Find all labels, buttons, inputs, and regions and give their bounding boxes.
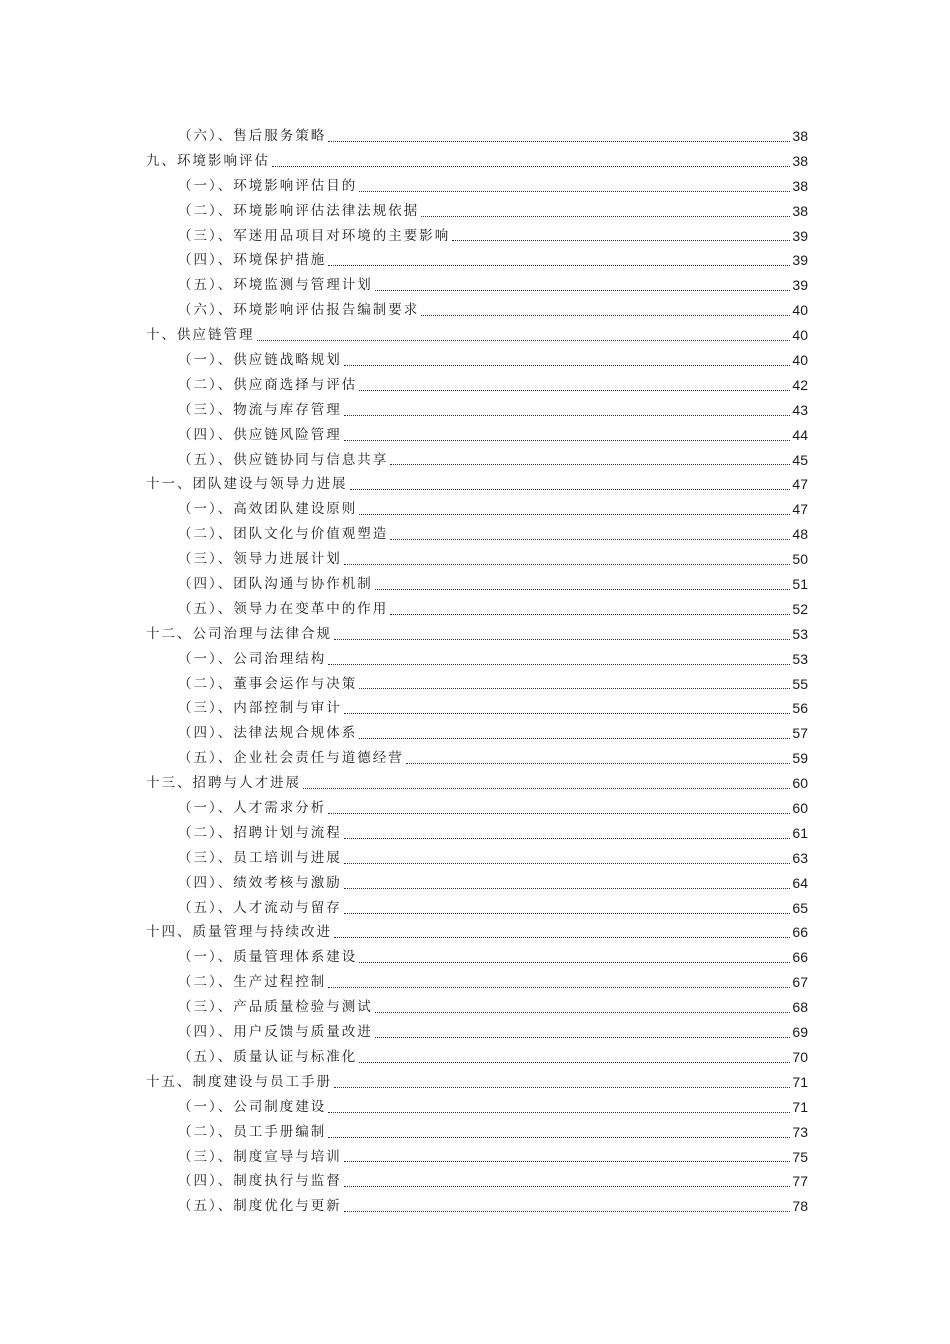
toc-dot-leader [328,813,790,814]
toc-chapter-entry[interactable] [146,323,808,348]
toc-page-number: 66 [792,924,808,941]
toc-section-entry[interactable] [146,1194,808,1219]
toc-section-entry[interactable] [146,423,808,448]
toc-section-entry[interactable] [146,298,808,323]
toc-page-number: 39 [792,252,808,269]
toc-dot-leader [390,614,790,615]
toc-dot-leader [375,1012,791,1013]
toc-entry-title: （四）、环境保护措施 [178,252,327,269]
toc-page-number: 38 [792,127,808,144]
toc-dot-leader [334,937,790,938]
toc-dot-leader [334,1087,790,1088]
toc-page-number: 67 [792,974,808,991]
toc-section-entry[interactable] [146,796,808,821]
toc-entry-title: （一）、公司制度建设 [178,1098,327,1115]
toc-dot-leader [328,1112,790,1113]
toc-section-entry[interactable] [146,821,808,846]
toc-chapter-entry[interactable] [146,472,808,497]
toc-section-entry[interactable] [146,696,808,721]
toc-entry-title: （二）、招聘计划与流程 [178,824,342,841]
toc-section-entry[interactable] [146,572,808,597]
toc-dot-leader [344,888,791,889]
toc-page-number: 56 [792,700,808,717]
toc-dot-leader [328,1137,790,1138]
toc-section-entry[interactable] [146,647,808,672]
toc-entry-title: 十二、公司治理与法律合规 [146,625,332,642]
toc-section-entry[interactable] [146,995,808,1020]
toc-entry-title: 九、环境影响评估 [146,152,270,169]
toc-page-number: 71 [792,1098,808,1115]
table-of-contents [146,124,808,1219]
toc-dot-leader [421,315,790,316]
toc-page-number: 52 [792,600,808,617]
toc-chapter-entry[interactable] [146,771,808,796]
toc-entry-title: （五）、供应链协同与信息共享 [178,451,389,468]
toc-dot-leader [390,464,790,465]
toc-entry-title: （五）、人才流动与留存 [178,899,342,916]
toc-dot-leader [257,340,791,341]
toc-section-entry[interactable] [146,497,808,522]
toc-section-entry[interactable] [146,597,808,622]
toc-page-number: 64 [792,874,808,891]
toc-entry-title: （一）、公司治理结构 [178,650,327,667]
toc-page-number: 44 [792,426,808,443]
toc-page-number: 77 [792,1173,808,1190]
toc-entry-title: （六）、环境影响评估报告编制要求 [178,302,420,319]
toc-section-entry[interactable] [146,896,808,921]
toc-dot-leader [350,489,791,490]
toc-entry-title: （二）、供应商选择与评估 [178,376,358,393]
toc-page-number: 43 [792,401,808,418]
toc-entry-title: （二）、员工手册编制 [178,1123,327,1140]
toc-dot-leader [344,1161,791,1162]
toc-entry-title: （四）、绩效考核与激励 [178,874,342,891]
toc-entry-title: （一）、质量管理体系建设 [178,949,358,966]
toc-entry-title: （四）、团队沟通与协作机制 [178,576,373,593]
toc-entry-title: （四）、法律法规合规体系 [178,725,358,742]
toc-section-entry[interactable] [146,199,808,224]
toc-page-number: 40 [792,352,808,368]
toc-section-entry[interactable] [146,547,808,572]
toc-dot-leader [344,564,791,565]
toc-dot-leader [359,191,790,192]
toc-dot-leader [421,216,790,217]
toc-section-entry[interactable] [146,970,808,995]
toc-section-entry[interactable] [146,1095,808,1120]
toc-page-number: 61 [792,824,808,841]
toc-section-entry[interactable] [146,224,808,249]
toc-page-number: 60 [792,775,808,792]
toc-entry-title: （三）、制度宣导与培训 [178,1148,342,1165]
toc-dot-leader [344,365,791,366]
toc-page-number: 55 [792,675,808,692]
toc-section-entry[interactable] [146,348,808,373]
toc-dot-leader [344,1211,791,1212]
toc-dot-leader [344,1186,791,1187]
toc-page-number: 38 [792,202,808,219]
toc-entry-title: （四）、供应链风险管理 [178,426,342,443]
toc-page-number: 38 [792,152,808,169]
toc-dot-leader [390,539,790,540]
toc-section-entry[interactable] [146,373,808,398]
toc-page-number: 45 [792,451,808,468]
toc-page-number: 69 [792,1024,808,1041]
toc-entry-title: （六）、售后服务策略 [178,127,327,144]
toc-section-entry[interactable] [146,398,808,423]
toc-page-number: 73 [792,1123,808,1140]
toc-dot-leader [272,166,790,167]
toc-section-entry[interactable] [146,871,808,896]
toc-page-number: 59 [792,750,808,767]
toc-entry-title: （五）、制度优化与更新 [178,1198,342,1215]
toc-dot-leader [328,141,790,142]
toc-entry-title: （三）、物流与库存管理 [178,401,342,418]
toc-page-number: 57 [792,725,808,742]
toc-entry-title: （三）、员工培训与进展 [178,849,342,866]
toc-page-number: 50 [792,551,808,568]
toc-entry-title: （五）、质量认证与标准化 [178,1048,358,1065]
toc-entry-title: （五）、领导力在变革中的作用 [178,600,389,617]
toc-entry-title: （二）、团队文化与价值观塑造 [178,526,389,543]
toc-entry-title: （一）、供应链战略规划 [178,352,342,368]
toc-dot-leader [328,265,790,266]
toc-dot-leader [406,763,791,764]
toc-chapter-entry[interactable] [146,622,808,647]
toc-page-number: 60 [792,800,808,817]
toc-entry-title: （五）、环境监测与管理计划 [178,277,373,294]
toc-dot-leader [344,440,791,441]
toc-section-entry[interactable] [146,522,808,547]
toc-dot-leader [328,987,790,988]
toc-section-entry[interactable] [146,1020,808,1045]
toc-section-entry[interactable] [146,672,808,697]
toc-page-number: 51 [792,576,808,593]
toc-page-number: 38 [792,177,808,194]
toc-entry-title: （一）、环境影响评估目的 [178,177,358,194]
toc-section-entry[interactable] [146,1045,808,1070]
toc-section-entry[interactable] [146,1145,808,1170]
toc-dot-leader [344,713,791,714]
toc-page-number: 53 [792,625,808,642]
toc-dot-leader [334,639,790,640]
toc-page-number: 71 [792,1073,808,1090]
toc-dot-leader [359,962,790,963]
toc-entry-title: 十五、制度建设与员工手册 [146,1073,332,1090]
toc-dot-leader [359,514,790,515]
toc-section-entry[interactable] [146,174,808,199]
toc-entry-title: 十四、质量管理与持续改进 [146,924,332,941]
toc-chapter-entry[interactable] [146,149,808,174]
toc-entry-title: （四）、用户反馈与质量改进 [178,1024,373,1041]
toc-entry-title: （三）、领导力进展计划 [178,551,342,568]
toc-dot-leader [344,415,791,416]
toc-section-entry[interactable] [146,846,808,871]
toc-page-number: 66 [792,949,808,966]
toc-entry-title: 十三、招聘与人才进展 [146,775,301,792]
toc-dot-leader [359,390,790,391]
toc-entry-title: 十一、团队建设与领导力进展 [146,476,348,493]
toc-dot-leader [303,788,790,789]
toc-section-entry[interactable] [146,273,808,298]
toc-page-number: 47 [792,501,808,518]
toc-entry-title: （一）、人才需求分析 [178,800,327,817]
toc-section-entry[interactable] [146,945,808,970]
toc-section-entry[interactable] [146,1120,808,1145]
toc-entry-title: （三）、军迷用品项目对环境的主要影响 [178,227,451,244]
toc-entry-title: （二）、生产过程控制 [178,974,327,991]
toc-dot-leader [452,240,790,241]
toc-section-entry[interactable] [146,448,808,473]
toc-dot-leader [359,738,790,739]
toc-dot-leader [375,589,791,590]
toc-section-entry[interactable] [146,721,808,746]
toc-page-number: 47 [792,476,808,493]
toc-entry-title: （二）、董事会运作与决策 [178,675,358,692]
toc-dot-leader [359,688,790,689]
toc-entry-title: （一）、高效团队建设原则 [178,501,358,518]
toc-page-number: 48 [792,526,808,543]
toc-chapter-entry[interactable] [146,921,808,946]
toc-page-number: 39 [792,277,808,294]
toc-dot-leader [375,290,791,291]
toc-section-entry[interactable] [146,248,808,273]
toc-dot-leader [375,1037,791,1038]
toc-page-number: 78 [792,1198,808,1215]
toc-page-number: 39 [792,227,808,244]
toc-page-number: 53 [792,650,808,667]
toc-entry-title: 十、供应链管理 [146,327,255,344]
toc-section-entry[interactable] [146,746,808,771]
toc-page-number: 75 [792,1148,808,1165]
toc-section-entry[interactable] [146,1169,808,1194]
toc-page-number: 40 [792,327,808,344]
toc-dot-leader [359,1062,790,1063]
toc-dot-leader [328,664,790,665]
toc-entry-title: （三）、产品质量检验与测试 [178,999,373,1016]
toc-page-number: 65 [792,899,808,916]
toc-section-entry[interactable] [146,124,808,149]
toc-dot-leader [344,838,791,839]
toc-entry-title: （五）、企业社会责任与道德经营 [178,750,404,767]
toc-page-number: 40 [792,302,808,319]
toc-dot-leader [344,863,791,864]
toc-dot-leader [344,913,791,914]
toc-entry-title: （四）、制度执行与监督 [178,1173,342,1190]
toc-entry-title: （三）、内部控制与审计 [178,700,342,717]
toc-chapter-entry[interactable] [146,1070,808,1095]
toc-page-number: 68 [792,999,808,1016]
toc-page-number: 42 [792,376,808,393]
toc-entry-title: （二）、环境影响评估法律法规依据 [178,202,420,219]
toc-page-number: 70 [792,1048,808,1065]
toc-page-number: 63 [792,849,808,866]
